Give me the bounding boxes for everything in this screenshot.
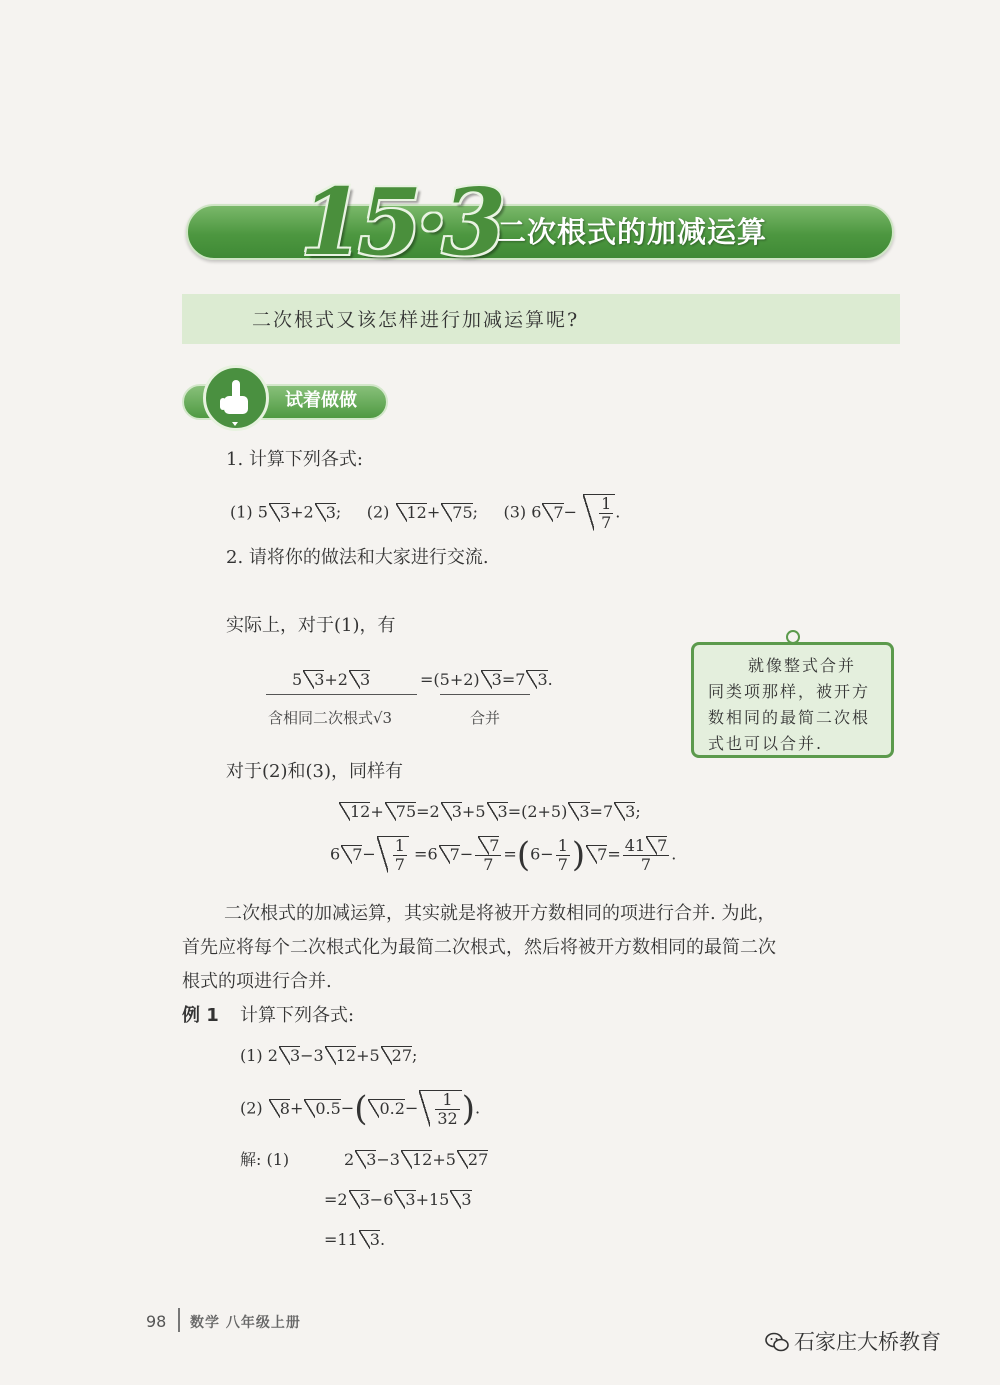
- example-title: 计算下列各式:: [240, 1005, 355, 1026]
- formula-label: (3): [503, 502, 527, 522]
- paragraph-line: 根式的项进行合并.: [182, 971, 332, 992]
- note-line: 就像整式合并: [748, 656, 857, 675]
- under-label-1: 含相同二次根式√3: [268, 709, 393, 727]
- note-line: 式也可以合并.: [708, 734, 824, 753]
- try-it-label: 试着做做: [285, 390, 357, 411]
- note-box: [691, 642, 894, 758]
- try-formulas: (1) 5 3+2 3; (2) 12+ 75; (3) 6 7− $\frac{1}{7}$ .: [230, 494, 621, 532]
- underline-2: [440, 694, 530, 695]
- paragraph-line: 首先应将每个二次根式化为最简二次根式，然后将被开方数相同的最简二次: [182, 937, 776, 958]
- formula-label: (1): [240, 1046, 263, 1065]
- equation-part-1: 5 3+2 3: [292, 670, 371, 689]
- paragraph-line: 二次根式的加减运算，其实就是将被开方数相同的项进行合并. 为此，: [224, 903, 776, 924]
- book-title: 数学 八年级上册: [190, 1315, 301, 1331]
- equation-line-3: 6 7− $\frac{1}{7}$ =6 7− $\frac{7}{7}$ =(6− $\frac{1}{7}$ ) 7= $\frac{41 7}{7}$ .: [330, 835, 677, 876]
- example-label: 例 1: [182, 1005, 219, 1026]
- watermark-text: 石家庄大桥教育: [794, 1330, 941, 1354]
- formula-label: (2): [366, 502, 390, 522]
- footer-divider: [178, 1308, 180, 1332]
- equation-line-2: 12+ 75=2 3+5 3=(2+5) 3=7 3;: [338, 798, 641, 826]
- note-tip: [786, 630, 800, 644]
- equation-part-2: =(5+2) 3=7 3.: [420, 670, 553, 689]
- page-number: 98: [146, 1312, 167, 1331]
- note-line: 数相同的最简二次根: [708, 708, 871, 727]
- example-formula-1: (1) 2 3−3 12+5 27;: [240, 1046, 418, 1065]
- question-text: 二次根式又该怎样进行加减运算呢?: [252, 309, 580, 331]
- solution-line-1: 2 3−3 12+5 27: [344, 1150, 489, 1169]
- formula-label: (1): [230, 502, 253, 522]
- solution-label: 解: (1): [240, 1150, 290, 1169]
- under-label-2: 合并: [470, 709, 501, 727]
- explain-intro: 实际上，对于(1)，有: [226, 615, 396, 636]
- section-number: 15·3: [300, 168, 501, 276]
- wechat-icon: [765, 1331, 789, 1353]
- section-title: 二次根式的加减运算: [497, 215, 768, 249]
- underline-1: [266, 694, 417, 695]
- try-item-1: 1. 计算下列各式:: [226, 449, 363, 470]
- solution-line-3: =11 3.: [324, 1230, 386, 1249]
- explain-intro-2: 对于(2)和(3)，同样有: [226, 761, 403, 782]
- hand-icon: [203, 365, 269, 431]
- formula-label: (2): [240, 1098, 263, 1118]
- example-formula-2: (2) 8+ 0.5−( 0.2− $\frac{1}{32}$ ).: [240, 1089, 481, 1130]
- note-line: 同类项那样，被开方: [708, 682, 871, 701]
- solution-line-2: =2 3−6 3+15 3: [324, 1190, 472, 1209]
- try-item-2: 2. 请将你的做法和大家进行交流.: [226, 547, 489, 568]
